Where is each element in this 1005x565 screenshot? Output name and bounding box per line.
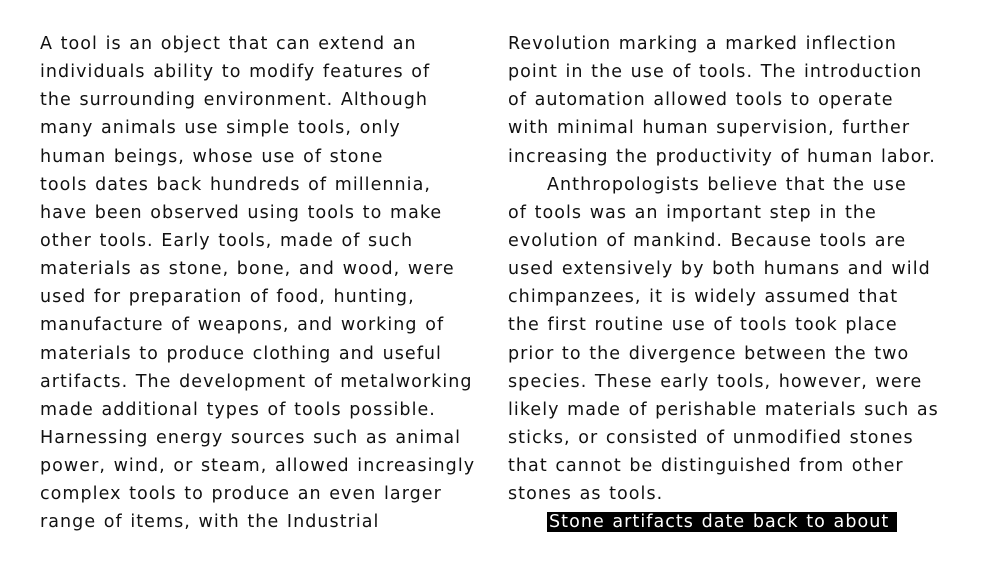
text-line: power, wind, or steam, allowed increasingly bbox=[40, 456, 476, 477]
text-line: A tool is an object that can extend an bbox=[40, 34, 417, 54]
text-line: materials as stone, bone, and wood, were bbox=[40, 259, 455, 280]
text-line: point in the use of tools. The introduction bbox=[508, 62, 923, 83]
text-line: have been observed using tools to make bbox=[40, 202, 443, 223]
text-line: that cannot be distinguished from other bbox=[508, 456, 904, 477]
text-line: made additional types of tools possible. bbox=[40, 399, 436, 420]
highlighted-text-selection[interactable]: Stone artifacts date back to about bbox=[547, 512, 897, 532]
text-line: of automation allowed tools to operate bbox=[508, 90, 894, 111]
text-line: with minimal human supervision, further bbox=[508, 118, 911, 139]
text-line: of tools was an important step in the bbox=[508, 202, 877, 223]
text-line: manufacture of weapons, and working of bbox=[40, 315, 445, 336]
highlighted-line-row bbox=[508, 508, 978, 536]
text-line: tools dates back hundreds of millennia, bbox=[40, 174, 431, 195]
text-line: other tools. Early tools, made of such bbox=[40, 230, 414, 251]
text-line: sticks, or consisted of unmodified stones bbox=[508, 427, 914, 448]
right-column bbox=[508, 30, 978, 537]
text-line: Revolution marking a marked inflection bbox=[508, 34, 897, 54]
text-line: many animals use simple tools, only bbox=[40, 118, 401, 139]
text-line: used for preparation of food, hunting, bbox=[40, 287, 415, 308]
text-line: prior to the divergence between the two bbox=[508, 343, 910, 364]
text-line: individuals ability to modify features of bbox=[40, 62, 431, 83]
text-line: evolution of mankind. Because tools are bbox=[508, 230, 907, 251]
text-line: artifacts. The development of metalworking bbox=[40, 371, 473, 392]
left-column bbox=[40, 30, 500, 537]
text-line: chimpanzees, it is widely assumed that bbox=[508, 287, 899, 308]
text-line: increasing the productivity of human labor. bbox=[508, 146, 936, 167]
text-line: range of items, with the Industrial bbox=[40, 512, 380, 533]
text-line: stones as tools. bbox=[508, 484, 664, 505]
text-line: the first routine use of tools took place bbox=[508, 315, 898, 336]
text-line: likely made of perishable materials such as bbox=[508, 399, 939, 420]
text-line: complex tools to produce an even larger bbox=[40, 484, 442, 505]
text-line: human beings, whose use of stone bbox=[40, 146, 384, 167]
text-line: Harnessing energy sources such as animal bbox=[40, 427, 462, 448]
paragraph-start-line: Anthropologists believe that the use bbox=[547, 174, 907, 195]
text-line: used extensively by both humans and wild bbox=[508, 259, 931, 280]
text-line: the surrounding environment. Although bbox=[40, 90, 429, 111]
text-line: species. These early tools, however, were bbox=[508, 371, 923, 392]
text-line: materials to produce clothing and useful bbox=[40, 343, 442, 364]
